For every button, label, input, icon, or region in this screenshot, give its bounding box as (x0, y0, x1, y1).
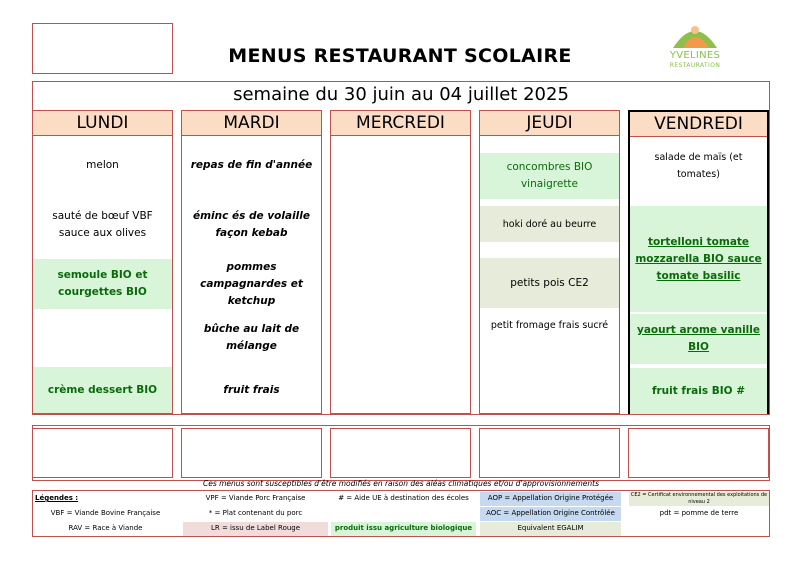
legend-title: Légendes : (35, 494, 79, 502)
day-header: MERCREDI (331, 111, 470, 136)
day-header: VENDREDI (630, 112, 767, 137)
menu-item-side: pommes campagnardes et ketchup (200, 260, 303, 307)
menu-item-main: tortelloni tomate mozzarella BIO sauce tomate basilic (630, 206, 767, 312)
legend-label-rouge: LR = issu de Label Rouge (183, 522, 328, 536)
day-column-lundi (32, 110, 173, 414)
bottom-cell (181, 428, 322, 478)
menu-item-dessert: fruit frais BIO # (630, 368, 767, 414)
bottom-cell (32, 428, 173, 478)
menu-item-main: sauté de bœuf VBF sauce aux olives (52, 210, 153, 239)
menu-item-starter: repas de fin d'année (190, 158, 313, 171)
brand-subtitle: RESTAURATION (669, 62, 721, 69)
legend-pdt: pdt = pomme de terre (659, 509, 739, 517)
legend-ce2: CE2 = Certificat environnemental des exploitations de niveau 2 (630, 492, 768, 505)
brand-logo (655, 20, 735, 72)
legend-bio: produit issu agriculture biologique (331, 522, 476, 536)
menu-item-side: semoule BIO et courgettes BIO (33, 259, 172, 309)
logo-placeholder-box (32, 23, 173, 74)
menu-item-main: hoki doré au beurre (480, 206, 619, 242)
brand-name: YVELINES (669, 50, 721, 61)
legend-vbf: VBF = Viande Bovine Française (50, 509, 161, 517)
legend-aoc: AOC = Appellation Origine Contrôlée (480, 507, 621, 521)
bottom-cell (330, 428, 471, 478)
menu-item-cheese: petit fromage frais sucré (490, 319, 609, 331)
day-header: LUNDI (33, 111, 172, 136)
menu-item-dessert-dairy: yaourt arome vanille BIO (630, 314, 767, 364)
menu-item-starter: salade de maïs (et tomates) (654, 152, 743, 180)
day-column-mercredi (330, 110, 471, 414)
bottom-cell (479, 428, 620, 478)
legend-porc: * = Plat contenant du porc (208, 509, 303, 517)
menu-item-dessert: fruit frais (223, 383, 280, 396)
menu-item-starter: concombres BIO vinaigrette (480, 153, 619, 199)
day-column-mardi (181, 110, 322, 414)
week-label: semaine du 30 juin au 04 juillet 2025 (233, 84, 569, 105)
menu-item-main: éminc és de volaille façon kebab (193, 210, 310, 239)
legend-box (32, 490, 770, 537)
day-header: MARDI (182, 111, 321, 136)
brand-emblem-icon (669, 20, 721, 50)
day-column-jeudi (479, 110, 620, 414)
disclaimer-note: Ces menus sont susceptibles d'être modifiés en raison des aléas climatiques et/ou d'approvisionnements (202, 479, 600, 488)
menu-item-starter: melon (86, 158, 119, 171)
day-column-vendredi (628, 110, 769, 414)
legend-vpf: VPF = Viande Porc Française (205, 494, 306, 502)
day-header: JEUDI (480, 111, 619, 136)
menu-item-side: petits pois CE2 (480, 258, 619, 308)
legend-aide-ue: # = Aide UE à destination des écoles (338, 494, 469, 502)
legend-aop: AOP = Appellation Origine Protégée (480, 492, 621, 506)
bottom-cell (628, 428, 769, 478)
menu-item-cheese: bûche au lait de mélange (203, 323, 300, 352)
menu-item-dessert: crème dessert BIO (33, 367, 172, 413)
legend-egalim: Equivalent EGALIM (480, 522, 621, 536)
legend-rav: RAV = Race à Viande (68, 524, 143, 532)
page-title: MENUS RESTAURANT SCOLAIRE (228, 45, 572, 67)
